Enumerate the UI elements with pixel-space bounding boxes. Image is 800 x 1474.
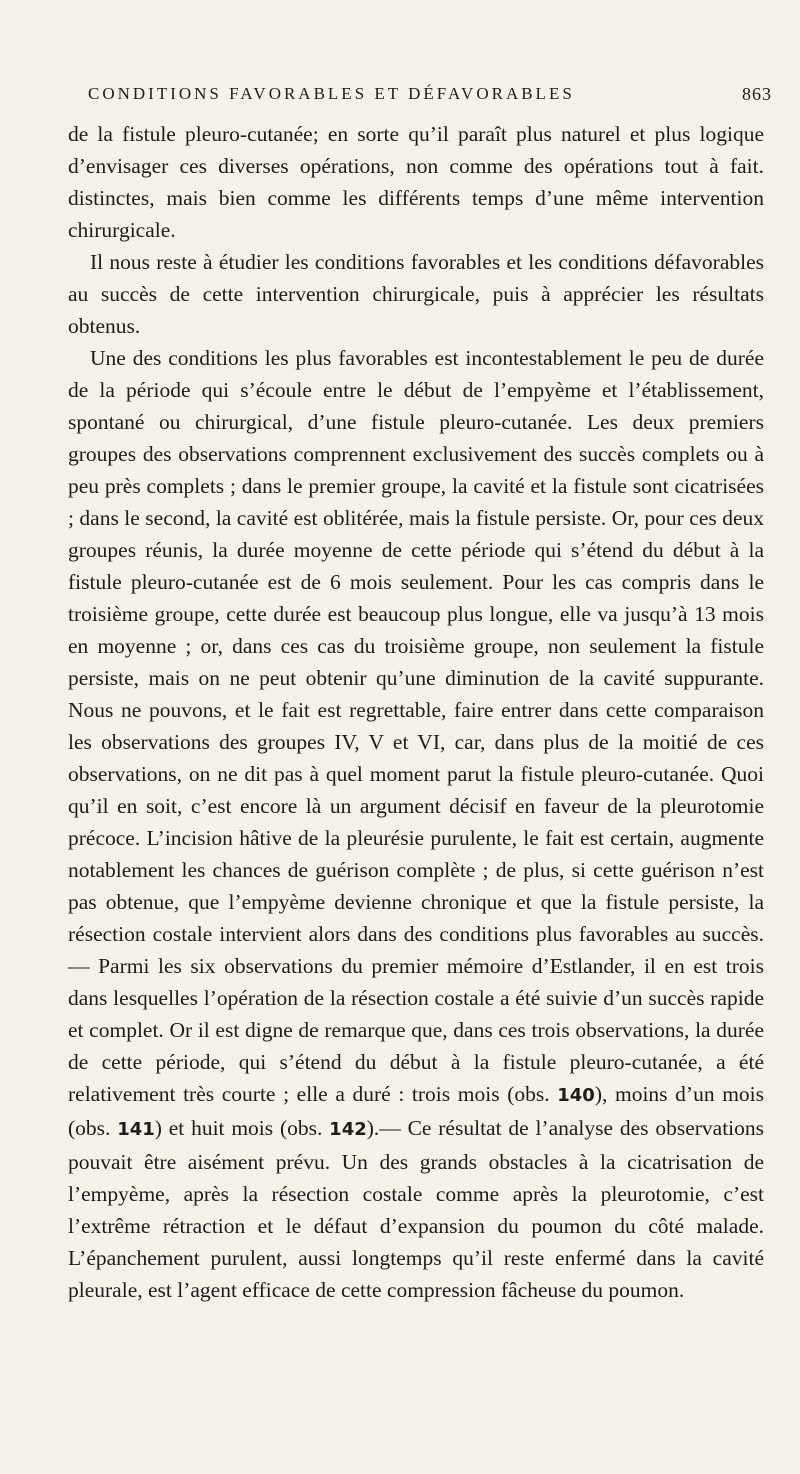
paragraph-conditions-intro: Il nous reste à étudier les conditions favorables et les conditions défavorables au succès de cette intervention chirurgicale, puis à apprécier les résultats obtenus. bbox=[68, 250, 764, 338]
page-number: 863 bbox=[742, 84, 772, 104]
observation-reference: 140 bbox=[557, 1085, 595, 1106]
paragraph-text-part: ), moins d’un mois (obs. bbox=[68, 1082, 765, 1140]
observation-reference: 141 bbox=[117, 1119, 155, 1140]
paragraph-text-part: ) et huit mois (obs. bbox=[154, 1116, 323, 1140]
observation-reference: 142 bbox=[329, 1119, 367, 1140]
paragraph-text-part: Une des conditions les plus favorables est incontestablement le peu de durée de la période qui s’écoule entre le début de l’empyème et l’établissement, spontané ou chirurgical, d’une fistule pleuro-cutanée. Les deux premiers groupes des observations comprennent exclusivement des succès complets ou à peu près complets ; dans le premier groupe, la cavité et la fistule sont cicatrisées ; dans le second, la cavité est oblitérée, mais la fistule persiste. Or, pour ces deux groupes réunis, la durée moyenne de cette période qui s’étend du début à la fistule pleuro-cutanée est de 6 mois seulement. Pour les cas compris dans le troisième groupe, cette durée est beaucoup plus longue, elle va jusqu’à 13 mois en moyenne ; or, dans ces cas du troisième groupe, non seulement la fistule persiste, mais on ne peut obtenir qu’une diminution de la cavité suppurante. Nous ne pouvons, et le fait est regrettable, faire entrer dans cette comparaison les observations des groupes IV, V et VI, car, dans plus de la moitié de ces observations, on ne dit pas à quel moment parut la fistule pleuro-cutanée. Quoi qu’il en soit, c’est encore là un argument décisif en faveur de la pleurotomie précoce. L’incision hâtive de la pleurésie purulente, le fait est certain, augmente notablement les chances de guérison complète ; de plus, si cette guérison n’est pas obtenue, que l’empyème devienne chronique et que la fistule persiste, la résection costale intervient alors dans des conditions plus favorables au succès. — Parmi les six observations du premier mémoire d’Estlander, il en est trois dans lesquelles l’opération de la résection costale a été suivie d’un succès rapide et complet. Or il est digne de remarque que, dans ces trois observations, la durée de cette période, qui s’étend du début à la fistule pleuro-cutanée, a été relativement très courte ; elle a duré : trois mois (obs. bbox=[68, 346, 764, 1106]
paragraph-continuation: de la fistule pleuro-cutanée; en sorte qu’il paraît plus naturel et plus logique d’envisager ces diverses opérations, non comme des opérations tout à fait. distinctes, mais bien comme les différents temps d’une même intervention chirurgicale. bbox=[68, 122, 764, 242]
paragraph-favorable-conditions bbox=[68, 342, 764, 1306]
running-head-title: CONDITIONS FAVORABLES ET DÉFAVORABLES bbox=[88, 84, 575, 103]
paragraph-text-part: ).— Ce résultat de l’analyse des observations pouvait être aisément prévu. Un des grands obstacles à la cicatrisation de l’empyème, après la résection costale comme après la pleurotomie, c’est l’extrême rétraction et le défaut d’expansion du poumon du côté malade. L’épanchement purulent, aussi longtemps qu’il reste enfermé dans la cavité pleurale, est l’agent efficace de cette compression fâcheuse du poumon. bbox=[68, 1116, 765, 1302]
document-page bbox=[68, 78, 772, 1306]
running-head bbox=[68, 78, 772, 108]
